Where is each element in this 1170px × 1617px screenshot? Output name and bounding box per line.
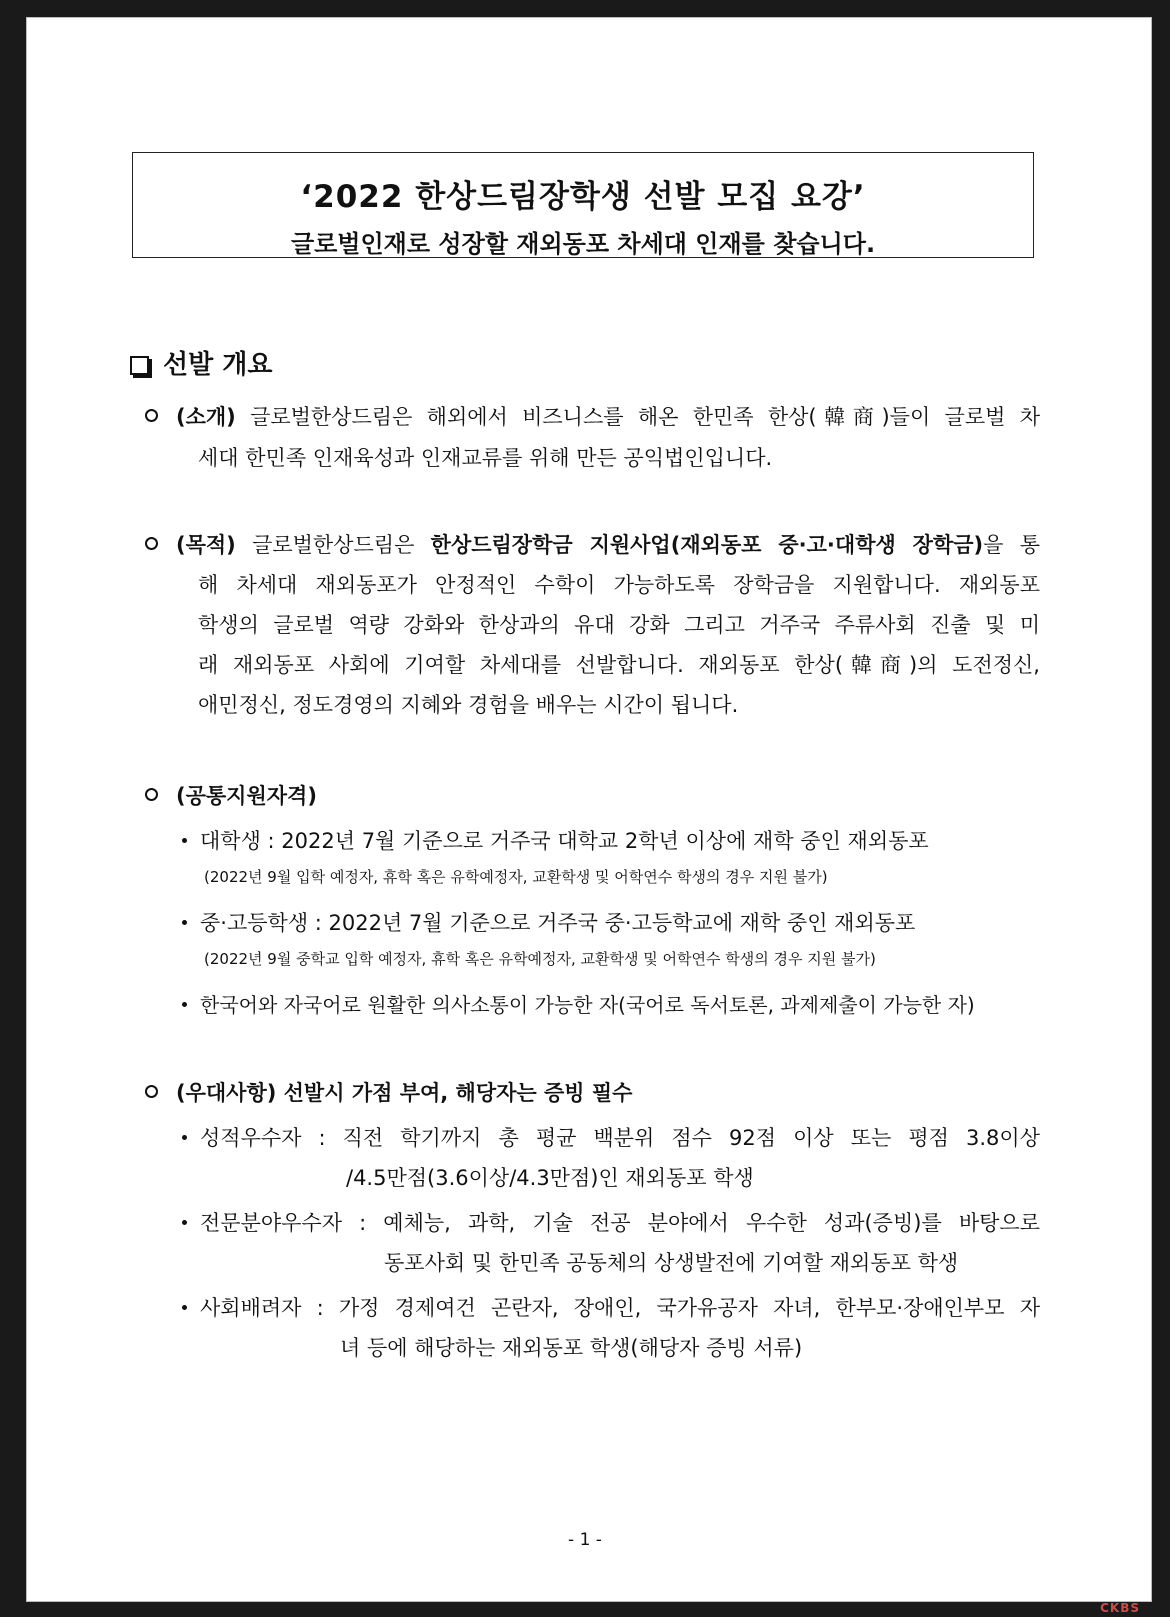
frame-top (0, 0, 1170, 17)
intro-line-1 (176, 401, 1040, 431)
bullet-dot-icon (182, 1002, 187, 1007)
intro-label: (소개) (176, 405, 236, 429)
eligibility-label: (공통지원자격) (176, 784, 317, 808)
intro-line-2: 세대 한민족 인재육성과 인재교류를 위해 만든 공익법인입니다. (198, 446, 773, 470)
eligibility-item: 한국어와 자국어로 원활한 의사소통이 가능한 자(국어로 독서토론, 과제제출이 가능한 자) (200, 993, 975, 1017)
page-number: - 1 - (568, 1530, 602, 1550)
eligibility-item: 중·고등학생 : 2022년 7월 기준으로 거주국 중·고등학교에 재학 중인 재외동포 (200, 911, 916, 935)
circle-bullet-icon (145, 788, 158, 801)
purpose-line-2: 해 차세대 재외동포가 안정적인 수학이 가능하도록 장학금을 지원합니다. 재외동포 (198, 573, 1040, 597)
circle-bullet-icon (145, 537, 158, 550)
purpose-text-pre: 글로벌한상드림은 (252, 533, 431, 557)
bullet-dot-icon (182, 1220, 187, 1225)
circle-bullet-icon (145, 409, 158, 422)
checkbox-square-icon (130, 356, 149, 375)
document-title: ‘2022 한상드림장학생 선발 모집 요강’ (300, 179, 866, 215)
frame-left (0, 0, 26, 1617)
purpose-line-3: 학생의 글로벌 역량 강화와 한상과의 유대 강화 그리고 거주국 주류사회 진출 및 미 (198, 613, 1040, 637)
eligibility-item: 대학생 : 2022년 7월 기준으로 거주국 대학교 2학년 이상에 재학 중인 재외동포 (200, 829, 929, 853)
frame-right (1150, 0, 1170, 1617)
bullet-dot-icon (182, 1305, 187, 1310)
purpose-text-post: 을 통 (983, 533, 1040, 557)
eligibility-note: (2022년 9월 중학교 입학 예정자, 휴학 혹은 유학예정자, 교환학생 및 어학연수 학생의 경우 지원 불가) (204, 950, 876, 968)
preference-item-line-2: 녀 등에 해당하는 재외동포 학생(해당자 증빙 서류) (340, 1336, 803, 1360)
preference-item-line-1: 사회배려자 : 가정 경제여건 곤란자, 장애인, 국가유공자 자녀, 한부모·장애인부모 자 (200, 1296, 1040, 1320)
watermark-logo: CKBS (1100, 1601, 1140, 1615)
purpose-program-name: 한상드림장학금 지원사업(재외동포 중·고·대학생 장학금) (430, 533, 984, 557)
preference-item-line-1: 성적우수자 : 직전 학기까지 총 평균 백분위 점수 92점 이상 또는 평점 3.8이상 (200, 1126, 1040, 1150)
document-subtitle: 글로벌인재로 성장할 재외동포 차세대 인재를 찾습니다. (290, 230, 876, 258)
preference-item-line-1: 전문분야우수자 : 예체능, 과학, 기술 전공 분야에서 우수한 성과(증빙)를 바탕으로 (200, 1211, 1040, 1235)
preference-label: (우대사항) 선발시 가점 부여, 해당자는 증빙 필수 (176, 1081, 633, 1105)
intro-text-1: 글로벌한상드림은 해외에서 비즈니스를 해온 한민족 한상(韓商)들이 글로벌 차 (250, 405, 1040, 429)
eligibility-note: (2022년 9월 입학 예정자, 휴학 혹은 유학예정자, 교환학생 및 어학연수 학생의 경우 지원 불가) (204, 868, 828, 886)
purpose-label: (목적) (176, 533, 236, 557)
purpose-line-1 (176, 529, 1040, 559)
bullet-dot-icon (182, 838, 187, 843)
title-box (132, 152, 1034, 258)
bullet-dot-icon (182, 920, 187, 925)
section-heading-label: 선발 개요 (163, 350, 273, 380)
circle-bullet-icon (145, 1085, 158, 1098)
preference-item-line-2: /4.5만점(3.6이상/4.3만점)인 재외동포 학생 (346, 1166, 754, 1190)
section-heading (130, 344, 273, 381)
bullet-dot-icon (182, 1135, 187, 1140)
preference-item-line-2: 동포사회 및 한민족 공동체의 상생발전에 기여할 재외동포 학생 (384, 1251, 959, 1275)
purpose-line-4: 래 재외동포 사회에 기여할 차세대를 선발합니다. 재외동포 한상(韓商)의 도전정신, (198, 653, 1040, 677)
frame-bottom (0, 1600, 1170, 1617)
purpose-line-5: 애민정신, 정도경영의 지혜와 경험을 배우는 시간이 됩니다. (198, 693, 739, 717)
